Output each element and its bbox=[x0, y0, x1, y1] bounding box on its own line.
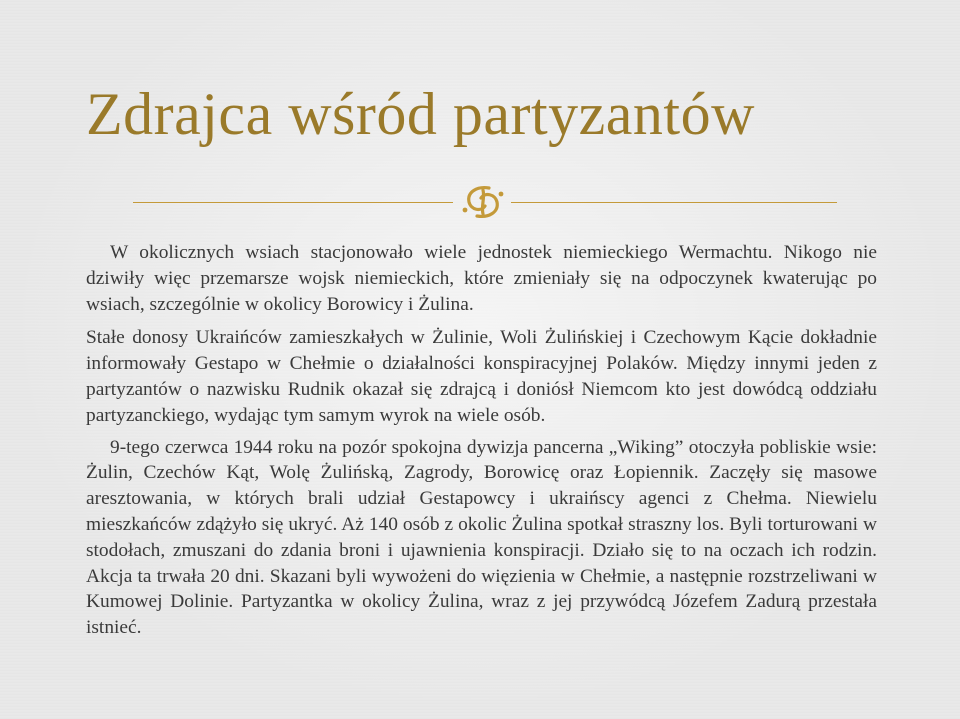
paragraph-2: Stałe donosy Ukraińców zamieszkałych w Żulinie, Woli Żulińskiej i Czechowym Kącie dokładnie informowały Gestapo w Chełmie o działalności konspiracyjnej Polaków. Między innymi jeden z partyzantów o nazwisku Rudnik okazał się zdrajcą i doniósł Niemcom kto jest dowódcą oddziału partyzanckiego, wydając tym samym wyrok na wiele osób. bbox=[86, 327, 877, 426]
slide-body bbox=[86, 240, 877, 641]
paragraph-3: 9-tego czerwca 1944 roku na pozór spokojna dywizja pancerna „Wiking” otoczyła pobliskie wsie: Żulin, Czechów Kąt, Wolę Żulińską, Zagrody, Borowicę oraz Łopiennik. Zaczęły się masowe aresztowania, w których brali udział Gestapowcy i ukraińscy agenci z Chełma. Niewielu mieszkańców zdążyło się ukryć. Aż 140 osób z okolic Żulina spotkał straszny los. Byli torturowani w stodołach, zmuszani do zdania broni i ujawnienia konspiracji. Działo się to na oczach ich rodzin. Akcja ta trwała 20 dni. Skazani byli wywożeni do więzienia w Chełmie, a następnie rozstrzeliwani w Kumowej Dolinie. Partyzantka w okolicy Żulina, wraz z jej przywódcą Józefem Zadurą przestała istnieć. bbox=[86, 436, 877, 639]
title-divider bbox=[133, 180, 837, 224]
fleuron-ornament-icon bbox=[455, 180, 511, 224]
divider-line-right bbox=[511, 202, 837, 203]
divider-line-left bbox=[133, 202, 453, 203]
paragraph-1: W okolicznych wsiach stacjonowało wiele jednostek niemieckiego Wermachtu. Nikogo nie dziwiły więc przemarsze wojsk niemieckich, które zmieniały się na odpoczynek kwaterując po wsiach, szczególnie w okolicy Borowicy i Żulina. bbox=[86, 242, 877, 315]
slide-title: Zdrajca wśród partyzantów bbox=[86, 81, 755, 147]
